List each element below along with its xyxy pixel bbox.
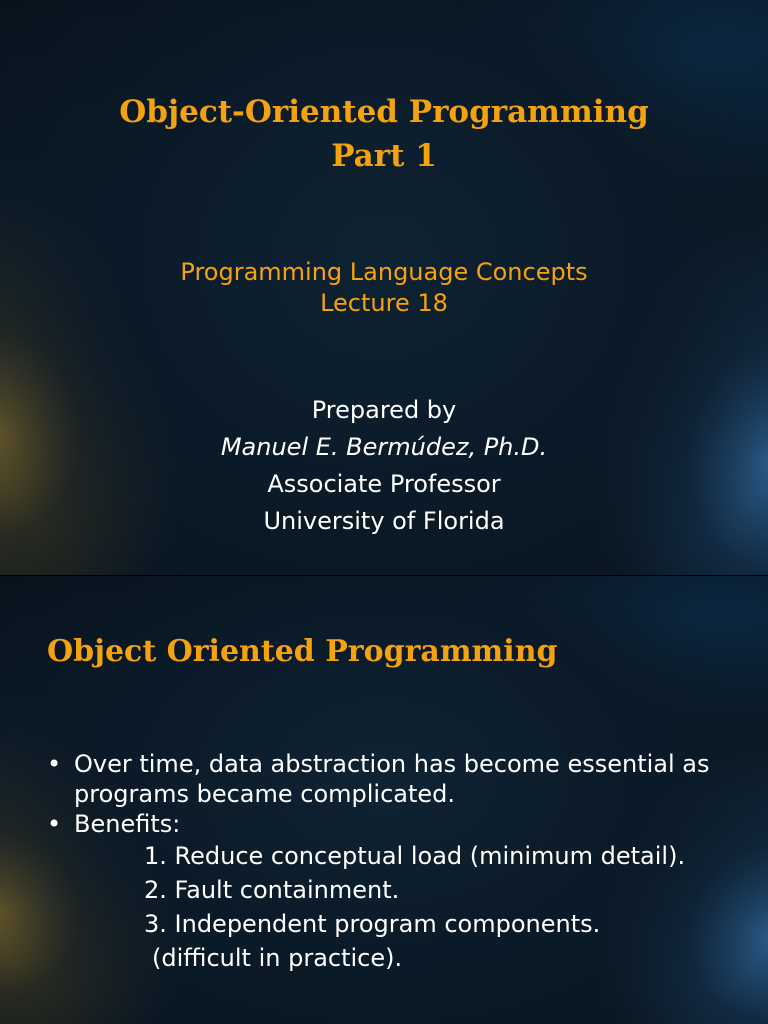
content-slide bbox=[0, 576, 768, 1024]
author-affiliation: University of Florida bbox=[263, 507, 505, 535]
slide-title-line2: Part 1 bbox=[331, 138, 437, 174]
slide-title-line1: Object-Oriented Programming bbox=[119, 94, 649, 130]
lecture-number: Lecture 18 bbox=[320, 289, 448, 317]
benefit-item: 3. Independent program components. bbox=[144, 910, 601, 938]
bullet-text: Benefits: bbox=[74, 810, 181, 838]
benefit-continuation: (difficult in practice). bbox=[152, 944, 403, 972]
bullet-list bbox=[47, 749, 747, 975]
prepared-by-label: Prepared by bbox=[311, 396, 457, 424]
bullet-item bbox=[47, 749, 747, 809]
bullet-text: Over time, data abstraction has become essential as programs became complicated. bbox=[74, 750, 710, 808]
course-name: Programming Language Concepts bbox=[180, 258, 588, 286]
slide-heading: Object Oriented Programming bbox=[47, 634, 558, 669]
bullet-item bbox=[47, 809, 747, 839]
author-title: Associate Professor bbox=[267, 470, 501, 498]
bullet-dot: • bbox=[47, 810, 62, 838]
bullet-dot: • bbox=[47, 750, 62, 778]
benefit-item: 1. Reduce conceptual load (minimum detail). bbox=[144, 842, 686, 870]
author-name: Manuel E. Bermúdez, Ph.D. bbox=[220, 433, 548, 461]
benefit-item: 2. Fault containment. bbox=[144, 876, 400, 904]
